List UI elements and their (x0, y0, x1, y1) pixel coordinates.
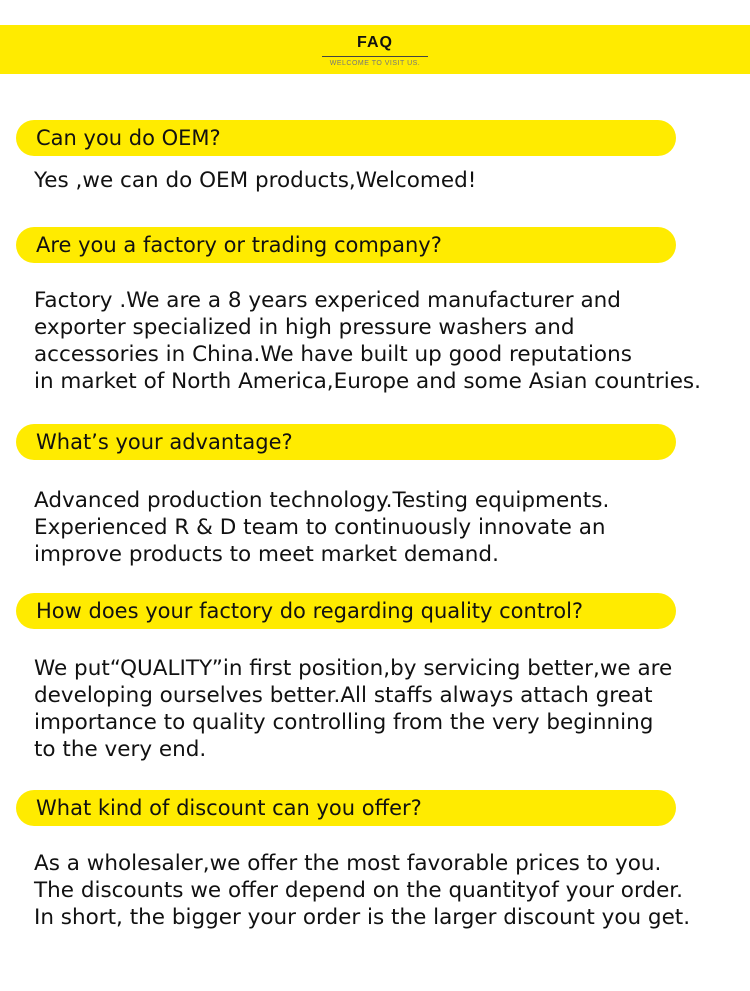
question-pill (16, 227, 676, 263)
question-pill (16, 593, 676, 629)
answer-line: Factory .We are a 8 years expericed manufacturer and (34, 288, 621, 313)
answer-line: Yes ,we can do OEM products,Welcomed! (34, 168, 477, 193)
answer-line: exporter specialized in high pressure washers and (34, 315, 575, 340)
answer-line: As a wholesaler,we offer the most favorable prices to you. (34, 851, 662, 876)
answer-text (34, 287, 746, 395)
question-pill (16, 120, 676, 156)
answer-line: improve products to meet market demand. (34, 542, 499, 567)
answer-line: to the very end. (34, 737, 207, 762)
question-text: Are you a factory or trading company? (36, 233, 442, 257)
answer-text (34, 655, 746, 763)
answer-line: developing ourselves better.All staffs always attach great (34, 683, 653, 708)
question-text: What’s your advantage? (36, 430, 293, 454)
answer-line: Experienced R & D team to continuously innovate an (34, 515, 606, 540)
question-pill (16, 424, 676, 460)
answer-text (34, 167, 746, 194)
answer-text (34, 487, 746, 568)
answer-line: importance to quality controlling from the very beginning (34, 710, 654, 735)
faq-banner (0, 25, 750, 74)
answer-line: Advanced production technology.Testing equipments. (34, 488, 610, 513)
page-subtitle: WELCOME TO VISIT US. (329, 60, 421, 67)
answer-line: The discounts we offer depend on the quantityof your order. (34, 878, 683, 903)
question-pill (16, 790, 676, 826)
title-divider (322, 56, 428, 57)
answer-line: accessories in China.We have built up good reputations (34, 342, 632, 367)
question-text: Can you do OEM? (36, 126, 221, 150)
answer-line: in market of North America,Europe and some Asian countries. (34, 369, 701, 394)
question-text: How does your factory do regarding quality control? (36, 599, 584, 623)
answer-line: We put“QUALITY”in first position,by servicing better,we are (34, 656, 673, 681)
answer-text (34, 850, 746, 931)
question-text: What kind of discount can you offer? (36, 796, 422, 820)
page-title: FAQ (357, 34, 393, 51)
answer-line: In short, the bigger your order is the larger discount you get. (34, 905, 691, 930)
